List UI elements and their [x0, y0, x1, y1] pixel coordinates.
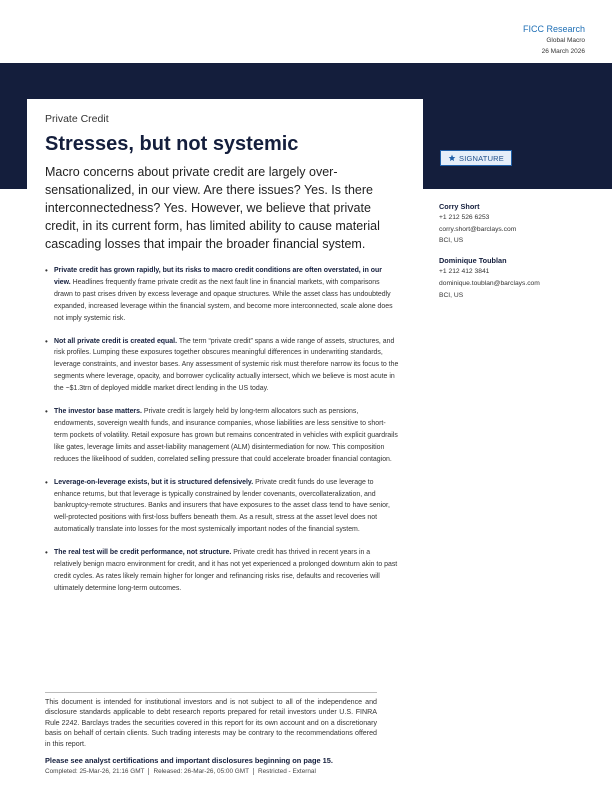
- report-header-meta: [523, 23, 585, 57]
- report-category: Private Credit: [45, 113, 109, 125]
- release-metadata: [45, 768, 320, 775]
- analyst-name: Dominique Toublan: [439, 256, 507, 266]
- summary-card: [27, 99, 423, 691]
- key-point-lead: The investor base matters.: [54, 408, 142, 416]
- analyst-contact: [439, 201, 589, 247]
- division-label: Global Macro: [546, 37, 585, 44]
- analyst-email[interactable]: corry.short@barclays.com: [439, 225, 517, 233]
- key-point: • Not all private credit is created equal. The term “private credit” spans a wide range of assets, structures, and risk profiles. Lumping these exposures together obscures meaningful differences in underwriting standards, leverage constraints, and investor bases. Any assessment of systemic risk must therefore narrow its focus to the segments where leverage, opacity, and borrower cyclicality actually intersect, which we believe is most acute in the ~$1.3trn of deployed middle market direct lending in the US today.: [45, 336, 399, 393]
- key-point-body: Private credit has thrived in recent years in a relatively benign macro environment for credit, and it has not yet experienced a prolonged downturn akin to past credit cycles. As rates likely remain higher for longer and refinancing risks rise, defaults and recoveries will ultimately determine long-term outcomes.: [54, 549, 398, 592]
- key-point: • The real test will be credit performance, not structure. Private credit has thrived in recent years in a relatively benign macro environment for credit, and it has not yet experienced a prolonged downturn akin to past credit cycles. As rates likely remain higher for longer and refinancing risks rise, defaults and recoveries will ultimately determine long-term outcomes.: [45, 548, 398, 592]
- key-point-lead: Leverage-on-leverage exists, but it is structured defensively.: [54, 478, 254, 486]
- key-point-lead: Not all private credit is created equal.: [54, 337, 177, 345]
- completed-timestamp: Completed: 25-Mar-26, 21:16 GMT: [45, 768, 145, 775]
- footer-divider: [45, 692, 377, 693]
- key-point-body: The term “private credit” spans a wide range of assets, structures, and risk profiles. Lumping these exposures together obscures meaningful differences in underwriting standards, leverage constraints, and investor bases. Any assessment of systemic risk must therefore narrow its focus to the segments where leverage, opacity, and borrower cyclicality actually intersect, which we believe is most acute in the ~$1.3trn of deployed middle market direct lending in the US today.: [54, 337, 399, 393]
- department-label: FICC Research: [522, 24, 585, 34]
- restriction-label: Restricted - External: [253, 768, 320, 775]
- star-icon: [448, 154, 456, 162]
- certifications-note[interactable]: Please see analyst certifications and important disclosures beginning on page 15.: [45, 756, 333, 765]
- analyst-contact: [439, 255, 589, 301]
- key-point-body: Private credit funds do use leverage to enhance returns, but that leverage is typically constrained by lender covenants, overcollateralization, and bankruptcy-remote structures. Banks and insurers that have exposures to the asset class tend to have senior, well-protected positions with first-loss buffers beneath them. As a result, stress at the asset level does not automatically translate into losses for the most systemically important nodes of the financial system.: [54, 478, 390, 534]
- analyst-phone: +1 212 526 6253: [439, 214, 490, 221]
- report-date: 26 March 2026: [541, 48, 585, 55]
- key-point-lead: The real test will be credit performance, not structure.: [54, 549, 232, 557]
- key-point-body: Private credit is largely held by long-term allocators such as pensions, endowments, sovereign wealth funds, and insurance companies, whose liabilities are less sensitive to short-term pockets of volatility. Retail exposure has grown but remains concentrated in vehicles with explicit guardrails like gates, leverage limits and asset-liability management (ALM) disintermediation for now. This composition reduces the likelihood of sudden, correlated selling pressure that could accelerate broader financial contagion.: [54, 408, 398, 463]
- key-point: • Leverage-on-leverage exists, but it is structured defensively. Private credit funds do use leverage to enhance returns, but that leverage is typically constrained by lender covenants, overcollateralization, and bankruptcy-remote structures. Banks and insurers that have exposures to the asset class tend to have senior, well-protected positions with first-loss buffers beneath them. As a result, stress at the asset level does not automatically translate into losses for the most systemically important nodes of the financial system.: [45, 477, 390, 534]
- report-title: Stresses, but not systemic: [45, 133, 299, 155]
- analyst-name: Corry Short: [439, 202, 480, 211]
- analyst-phone: +1 212 412 3841: [439, 268, 490, 276]
- key-point: • The investor base matters. Private credit is largely held by long-term allocators such as pensions, endowments, sovereign wealth funds, and insurance companies, whose liabilities are less sensitive to short-term pockets of volatility. Retail exposure has grown but remains concentrated in vehicles with explicit guardrails like gates, leverage limits and asset-liability management (ALM) disintermediation for now. This composition reduces the likelihood of sudden, correlated selling pressure that could accelerate broader financial contagion.: [45, 407, 398, 463]
- analyst-entity: BCI, US: [439, 291, 464, 299]
- signature-badge: [440, 150, 512, 166]
- signature-label: SIGNATURE: [459, 153, 504, 163]
- key-point-body: Headlines frequently frame private credit as the next fault line in financial markets, with comparisons drawn to past crises driven by excess leverage and opaque structures. While the asset class has undoubtedly expanded, increased leverage within the financial system, and become more interconnected, scale alone does not imply systemic risk.: [54, 278, 393, 322]
- key-point: • Private credit has grown rapidly, but its risks to macro credit conditions are often overstated, in our view. Headlines frequently frame private credit as the next fault line in financial markets, with comparisons drawn to past crises driven by excess leverage and opaque structures. While the asset class has undoubtedly expanded, increased leverage within the financial system, and become more interconnected, scale alone does not imply systemic risk.: [45, 266, 393, 322]
- analyst-email[interactable]: dominique.toublan@barclays.com: [439, 279, 540, 287]
- report-lede: Macro concerns about private credit are largely over-sensationalized, in our view. Are there issues? Yes. Is there interconnectedness? Yes. However, we believe that private credit, in its current form, has limited ability to cause material cascading losses that impair the broader financial system.: [45, 165, 380, 251]
- key-point-lead: Private credit has grown rapidly, but its risks to macro credit conditions are often overstated, in our view.: [54, 267, 382, 286]
- key-points-list: [45, 265, 399, 595]
- disclaimer-text: This document is intended for institutional investors and is not subject to all of the independence and disclosure standards applicable to debt research reports prepared for retail investors under U.S. FINRA Rule 2242. Barclays trades the securities covered in this report for its own account and on a discretionary basis on behalf of certain clients. Such trading interests may be contrary to the recommendations offered in this report.: [45, 698, 377, 748]
- released-timestamp: Released: 26-Mar-26, 05:00 GMT: [148, 768, 253, 775]
- analyst-entity: BCI, US: [439, 237, 464, 245]
- analyst-contacts: [439, 201, 589, 309]
